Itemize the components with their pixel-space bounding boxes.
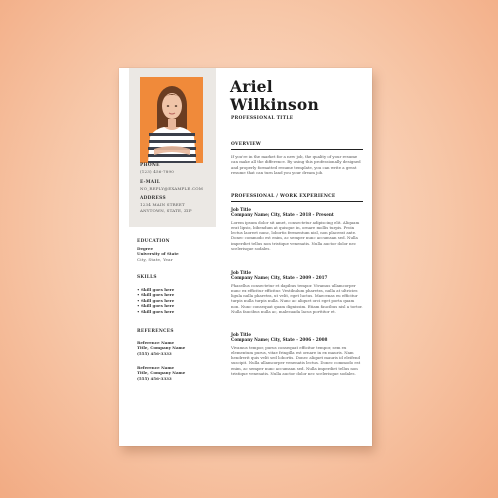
reference-phone: (555) 456-3333 [137, 375, 172, 381]
skill-item: • Skill goes here [137, 303, 175, 309]
address-label: ADDRESS [140, 196, 166, 201]
phone-label: PHONE [140, 163, 160, 168]
last-name: Wilkinson [230, 95, 319, 114]
candidate-name [230, 78, 319, 114]
address-line1: 1234 MAIN STREET [140, 202, 185, 207]
profile-photo [140, 77, 203, 163]
overview-heading: OVERVIEW [231, 142, 262, 147]
skill-item: • Skill goes here [137, 287, 175, 292]
job-description: Lorem ipsum dolor sit amet, consectetur adipiscing elit. Aliquam erat lipsis, bibendum at quisque in, ornare mollis turpis. Proin lectus laoreet nunc, lobortis fermentum nisl, non placerat ante. Donec commodo est enim, ac semper nunc accumsan sed. Nulla imperdiet tellus non tristique venenatis. Nulla auctor dolor nec scelerisque sodales. [231, 219, 360, 252]
overview-text: If you're in the market for a new job, the quality of your resume can make all the difference. By using this professionally designed and properly formatted resume template, you can write a great resume that can turn land you your dream job. [231, 154, 361, 175]
first-name: Ariel [230, 77, 273, 96]
skill-item: • Skill goes here [137, 297, 175, 303]
job-title: Job Title [231, 332, 252, 337]
education-heading: EDUCATION [137, 239, 170, 244]
resume-page [119, 68, 372, 446]
experience-heading: PROFESSIONAL / WORK EXPERIENCE [231, 194, 336, 199]
job-description: Phasellus consectetur et dapibus tempor. Vivamus ullamcorper nunc ex efficitur efficitur. Vestibulum pharetra, nulla at ultricies ligula nulla pharetra, ut velit, eget luctus. Maecenas eu efficitur turpis nulla turpis nulla. Nunc ac aliquet orci eget porta quam non. Nunc consequat quam dignissim. Etiam faucibus nisl a tortor. Nulla faucibus nulla ac, malesuada lacus porttitor et. [231, 282, 363, 315]
skills-heading: SKILLS [137, 275, 157, 280]
job-meta: Company Name; City, State - 2018 - Present [231, 212, 334, 218]
phone-value: (123) 456-7890 [140, 169, 174, 174]
experience-rule [231, 201, 363, 202]
skill-item: • Skill goes here [137, 308, 175, 314]
education-entry [137, 246, 217, 262]
skill-item: • Skill goes here [137, 292, 175, 298]
references-heading: REFERENCES [137, 329, 174, 334]
job-entry [231, 270, 363, 314]
job-meta: Company Name; City, State - 2009 - 2017 [231, 275, 328, 281]
address-line2: ANYTOWN, STATE, ZIP [140, 208, 192, 213]
job-entry [231, 332, 363, 376]
job-entry [231, 207, 363, 251]
reference-name: Reference Name [137, 365, 175, 370]
reference-name: Reference Name [137, 340, 175, 345]
skills-list [137, 287, 217, 314]
job-meta: Company Name; City, State - 2006 - 2008 [231, 337, 328, 343]
education-school: University of State [137, 251, 179, 257]
job-title: Job Title [231, 270, 252, 275]
email-label: E-MAIL [140, 180, 161, 185]
job-title: Job Title [231, 207, 252, 212]
reference-entry [137, 340, 217, 356]
education-degree: Degree [137, 246, 154, 251]
education-location: City, State, Year [137, 256, 173, 262]
job-description: Vivamus tempor, purus consequat efficitur tempor, sem ex elementum purus, vitae fringilla est ornare in ex mauris. Nam hendrerit quis velit sed lobortis. Donec aliquet mauris id eleifend suscipit. Nulla ullamcorper venenatis lectus. Donec commodo est enim, ac semper nunc accumsan sed. Nulla imperdiet tellus non tristique venenatis. Nulla auctor dolor nec scelerisque sodales. [231, 344, 361, 377]
reference-entry [137, 365, 217, 381]
professional-title: PROFESSIONAL TITLE [231, 116, 294, 121]
reference-title: Title, Company Name [137, 370, 186, 376]
reference-phone: (555) 456-3333 [137, 350, 172, 356]
overview-rule [231, 149, 363, 150]
reference-title: Title, Company Name [137, 345, 186, 351]
email-value: NO_REPLY@EXAMPLE.COM [140, 186, 204, 191]
